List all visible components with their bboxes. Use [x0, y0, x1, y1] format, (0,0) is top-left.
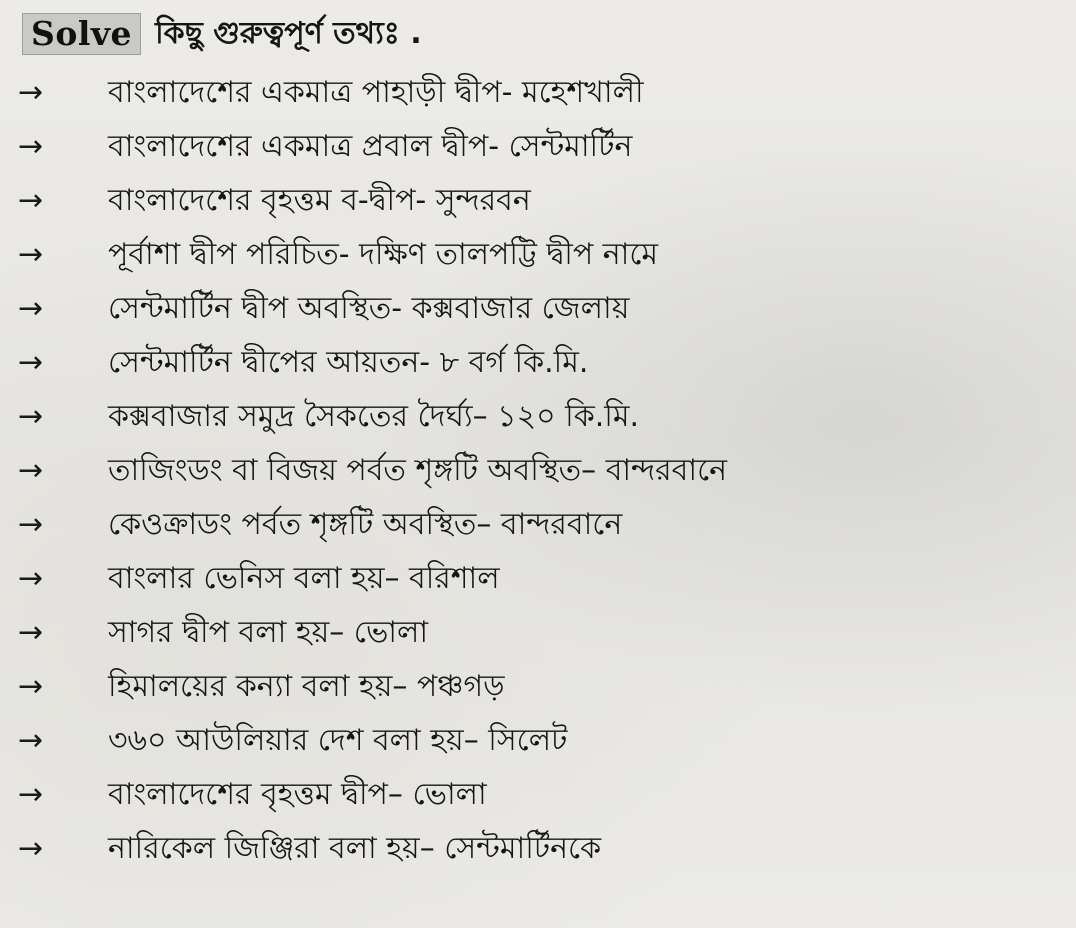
- fact-item: [0, 120, 1076, 174]
- arrow-icon: →: [18, 561, 44, 596]
- arrow-icon: →: [18, 777, 44, 812]
- fact-item: [0, 66, 1076, 120]
- arrow-icon: →: [18, 399, 44, 434]
- fact-item: [0, 174, 1076, 228]
- arrow-icon: →: [18, 507, 44, 542]
- fact-text: সাগর দ্বীপ বলা হয়– ভোলা: [108, 615, 429, 650]
- fact-text: বাংলাদেশের একমাত্র পাহাড়ী দ্বীপ- মহেশখালী: [108, 75, 644, 110]
- fact-text: পূর্বাশা দ্বীপ পরিচিত- দক্ষিণ তালপট্টি দ্বীপ নামে: [108, 237, 659, 272]
- fact-item: [0, 390, 1076, 444]
- fact-text: নারিকেল জিঞ্জিরা বলা হয়– সেন্টমার্টিনকে: [108, 831, 602, 866]
- fact-item: [0, 444, 1076, 498]
- fact-item: [0, 822, 1076, 876]
- fact-text: হিমালয়ের কন্যা বলা হয়– পঞ্চগড়: [108, 669, 505, 704]
- arrow-icon: →: [18, 129, 44, 164]
- solve-badge: Solve: [22, 13, 141, 55]
- fact-text: তাজিংডং বা বিজয় পর্বত শৃঙ্গটি অবস্থিত– বান্দরবানে: [108, 453, 728, 488]
- fact-item: [0, 228, 1076, 282]
- fact-item: [0, 498, 1076, 552]
- arrow-icon: →: [18, 723, 44, 758]
- fact-text: বাংলাদেশের একমাত্র প্রবাল দ্বীপ- সেন্টমার্টিন: [108, 129, 633, 164]
- fact-text: সেন্টমার্টিন দ্বীপের আয়তন- ৮ বর্গ কি.মি.: [108, 345, 589, 380]
- fact-item: [0, 714, 1076, 768]
- fact-text: কেওক্রাডং পর্বত শৃঙ্গটি অবস্থিত– বান্দরবানে: [108, 507, 623, 542]
- section-title: কিছু গুরুত্বপূর্ণ তথ্যঃ .: [155, 15, 422, 51]
- fact-item: [0, 282, 1076, 336]
- fact-item: [0, 336, 1076, 390]
- fact-item: [0, 660, 1076, 714]
- fact-item: [0, 552, 1076, 606]
- fact-item: [0, 768, 1076, 822]
- arrow-icon: →: [18, 453, 44, 488]
- arrow-icon: →: [18, 831, 44, 866]
- arrow-icon: →: [18, 669, 44, 704]
- arrow-icon: →: [18, 75, 44, 110]
- arrow-icon: →: [18, 183, 44, 218]
- fact-item: [0, 606, 1076, 660]
- fact-text: বাংলাদেশের বৃহত্তম ব-দ্বীপ- সুন্দরবন: [108, 183, 531, 218]
- fact-text: ৩৬০ আউলিয়ার দেশ বলা হয়– সিলেট: [108, 723, 568, 758]
- fact-text: সেন্টমার্টিন দ্বীপ অবস্থিত- কক্সবাজার জেলায়: [108, 291, 630, 326]
- arrow-icon: →: [18, 345, 44, 380]
- arrow-icon: →: [18, 615, 44, 650]
- section-header: [22, 12, 422, 56]
- arrow-icon: →: [18, 237, 44, 272]
- fact-text: বাংলাদেশের বৃহত্তম দ্বীপ– ভোলা: [108, 777, 487, 812]
- fact-text: কক্সবাজার সমুদ্র সৈকতের দৈর্ঘ্য– ১২০ কি.মি.: [108, 399, 640, 434]
- arrow-icon: →: [18, 291, 44, 326]
- fact-text: বাংলার ভেনিস বলা হয়– বরিশাল: [108, 561, 500, 596]
